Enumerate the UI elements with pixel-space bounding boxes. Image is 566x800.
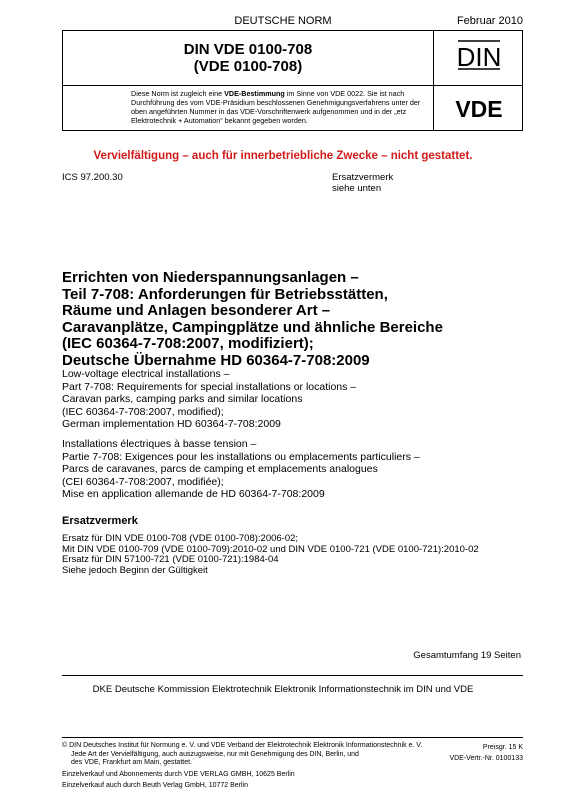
title-box [62, 30, 523, 86]
replacement-text [62, 534, 532, 576]
copyright-line: Jede Art der Vervielfältigung, auch auszugsweise, nur mit Genehmigung des DIN, Berlin, und [71, 750, 359, 758]
sales-line: Einzelverkauf auch durch Beuth Verlag GmbH, 10772 Berlin [62, 781, 248, 789]
din-logo-text: DIN [456, 42, 502, 72]
title-english-line: Low-voltage electrical installations – [62, 368, 230, 380]
replacement-line: Ersatz für DIN VDE 0100-708 (VDE 0100-708):2006-02; [62, 533, 299, 544]
title-english-line: Caravan parks, camping parks and similar locations [62, 393, 303, 405]
title-german-line: Deutsche Übernahme HD 60364-7-708:2009 [62, 351, 370, 369]
sales-line: Einzelverkauf und Abonnements durch VDE VERLAG GMBH, 10625 Berlin [62, 771, 295, 778]
copyright-line: © DIN Deutsches Institut für Normung e. V. und VDE Verband der Elektrotechnik Elektronik Informationstechnik e. V. [62, 742, 423, 749]
price-group: Preisgr. 15 K [482, 744, 523, 751]
title-german [62, 270, 532, 369]
standard-number: DIN VDE 0100-708 [183, 41, 313, 58]
total-pages: Gesamtumfang 19 Seiten [413, 650, 521, 661]
vde-order-number: VDE-Vertr.-Nr. 0100133 [449, 755, 523, 762]
ics-code: ICS 97.200.30 [62, 172, 123, 183]
title-german-line: Teil 7-708: Anforderungen für Betriebsstätten, [62, 285, 388, 303]
din-logo [434, 31, 523, 85]
title-french-line: Installations électriques à basse tension – [62, 438, 257, 450]
vde-logo [434, 86, 523, 130]
vde-approval-note: Diese Norm ist zugleich eine VDE-Bestimmung im Sinne von VDE 0022. Sie ist nach Durchführung des vom VDE-Präsidium beschlossenen Genehmigungsverfahrens unter der oben angeführten Nummer in das VDE-Vorschriftenwerk aufgenommen und in der „etz Elektrotechnik + Automation“ bekannt gegeben worden. [131, 89, 421, 125]
replacement-ref-label: Ersatzvermerk [332, 172, 394, 183]
copyright-notice [62, 742, 432, 768]
title-french-line: Parcs de caravanes, parcs de camping et emplacements analogues [62, 463, 378, 475]
title-french [62, 438, 532, 501]
title-german-line: Räume und Anlagen besonderer Art – [62, 302, 331, 319]
title-german-line: Caravanplätze, Campingplätze und ähnliche Bereiche [62, 318, 443, 336]
title-german-line: Errichten von Niederspannungsanlagen – [62, 269, 359, 286]
title-english-line: German implementation HD 60364-7-708:2009 [62, 418, 281, 430]
vde-number: (VDE 0100-708) [193, 58, 303, 75]
title-english-line: Part 7-708: Requirements for special installations or locations – [62, 380, 357, 393]
sales-info [62, 771, 432, 790]
title-german-line: (IEC 60364-7-708:2007, modifiziert); [62, 335, 314, 352]
vde-approval-box [62, 85, 523, 131]
title-french-line: Partie 7-708: Exigences pour les installations ou emplacements particuliers – [62, 450, 420, 463]
replacement-line: Mit DIN VDE 0100-709 (VDE 0100-709):2010-02 und DIN VDE 0100-721 (VDE 0100-721):2010-02 [62, 543, 479, 555]
replacement-line: Ersatz für DIN 57100-721 (VDE 0100-721):1984-04 [62, 554, 279, 565]
vde-logo-text: VDE [455, 96, 503, 122]
copy-warning: Vervielfältigung – auch für innerbetriebliche Zwecke – nicht gestattet. [93, 150, 473, 162]
dke-line: DKE Deutsche Kommission Elektrotechnik Elektronik Informationstechnik im DIN und VDE [92, 684, 474, 695]
title-english [62, 368, 532, 431]
replacement-line: Siehe jedoch Beginn der Gültigkeit [62, 564, 208, 576]
copyright-line: des VDE, Frankfurt am Main, gestattet. [71, 759, 192, 766]
issue-date: Februar 2010 [456, 15, 523, 27]
title-french-line: (CEI 60364-7-708:2007, modifiée); [62, 475, 224, 488]
title-english-line: (IEC 60364-7-708:2007, modified); [62, 405, 224, 418]
replacement-ref-note: siehe unten [332, 183, 382, 194]
document-type-label: DEUTSCHE NORM [234, 15, 332, 27]
title-french-line: Mise en application allemande de HD 60364-7-708:2009 [62, 488, 325, 500]
replacement-heading: Ersatzvermerk [62, 515, 138, 527]
